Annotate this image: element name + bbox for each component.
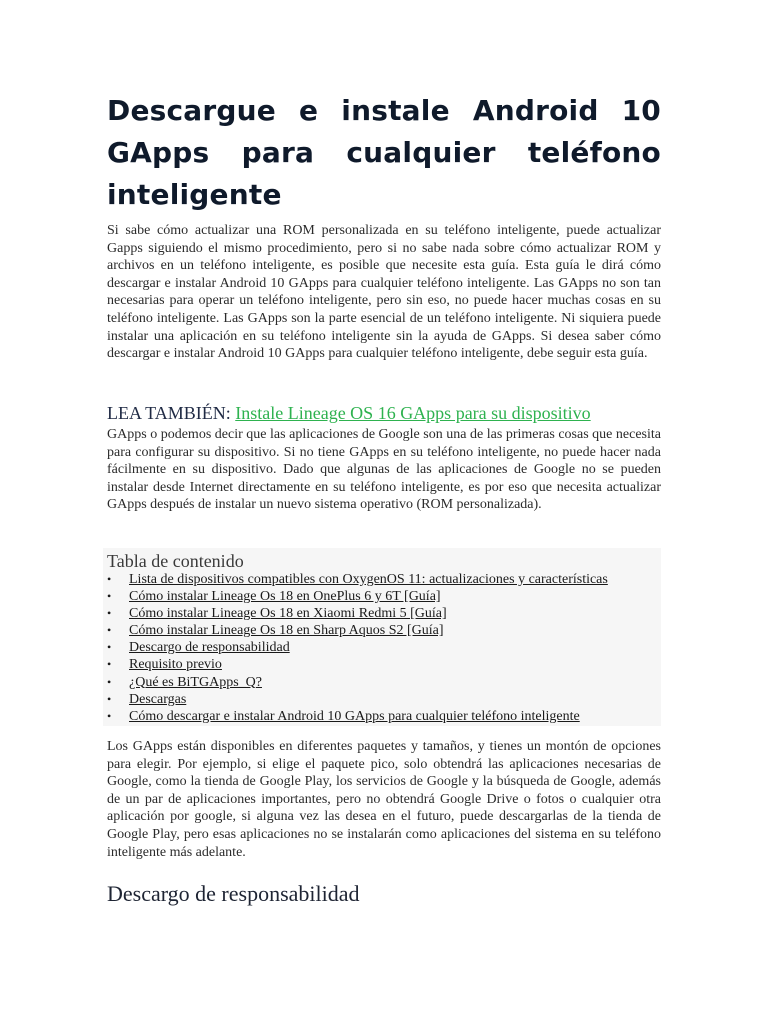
article-title: Descargue e instale Android 10 GApps para cualquier teléfono inteligente (107, 94, 661, 211)
toc-item (103, 639, 608, 656)
bullet-icon: • (107, 606, 112, 621)
toc-item (103, 605, 608, 622)
toc-link-prerequisite[interactable]: Requisito previo (129, 657, 222, 673)
section-heading: Descargo de responsabilidad (107, 881, 360, 906)
gapps-paragraph: GApps o podemos decir que las aplicaciones de Google son una de las primeras cosas que necesita para configurar su dispositivo. Si no tiene GApps en su teléfono inteligente, no puede hacer nada fácilmente en su dispositivo. Dado que algunas de las aplicaciones de Google no se pueden instalar desde Internet directamente en su teléfono inteligente, es por eso que necesita actualizar GApps después de instalar un nuevo sistema operativo (ROM personalizada). (107, 427, 661, 513)
intro-paragraph: Si sabe cómo actualizar una ROM personalizada en su teléfono inteligente, puede actualizar Gapps siguiendo el mismo procedimiento, pero si no sabe nada sobre cómo actualizar ROM y archivos en un teléfono inteligente, es posible que necesite esta guía. Esta guía le dirá cómo descargar e instalar Android 10 GApps para cualquier teléfono inteligente. Las GApps no son tan necesarias para operar un teléfono inteligente, pero sin eso, no puede hacer muchas cosas en su teléfono inteligente. Las GApps son la parte esencial de un teléfono inteligente. Ni siquiera puede instalar una aplicación en su teléfono inteligente sin la ayuda de GApps. Si desea saber cómo descargar e instalar Android 10 GApps para cualquier teléfono inteligente, debe seguir esta guía. (107, 223, 661, 362)
toc-link-oneplus[interactable]: Cómo instalar Lineage Os 18 en OnePlus 6 y 6T [Guía] (129, 589, 441, 605)
bullet-icon: • (107, 589, 112, 604)
bullet-icon: • (107, 623, 112, 638)
toc-item (103, 622, 608, 639)
also-read-label: LEA TAMBIÉN: (107, 403, 236, 423)
toc-item (103, 674, 608, 691)
bullet-icon: • (107, 708, 112, 723)
bullet-icon: • (107, 572, 112, 586)
also-read-line (107, 402, 591, 424)
also-read-link[interactable]: Instale Lineage OS 16 GApps para su dispositivo (235, 403, 591, 423)
toc-item (103, 691, 608, 708)
toc-title: Tabla de contenido (107, 551, 244, 571)
toc-item (103, 588, 608, 605)
toc-link-aquos[interactable]: Cómo instalar Lineage Os 18 en Sharp Aquos S2 [Guía] (129, 623, 444, 639)
table-of-contents (103, 548, 661, 726)
bullet-icon: • (107, 691, 112, 706)
toc-list (103, 571, 608, 725)
toc-link-downloads[interactable]: Descargas (129, 691, 187, 707)
toc-item (103, 571, 608, 588)
toc-item (103, 708, 608, 725)
toc-link-disclaimer[interactable]: Descargo de responsabilidad (129, 640, 290, 656)
toc-link-redmi[interactable]: Cómo instalar Lineage Os 18 en Xiaomi Redmi 5 [Guía] (129, 606, 447, 622)
toc-item (103, 656, 608, 673)
toc-link-oxygenos-devices[interactable]: Lista de dispositivos compatibles con OxygenOS 11: actualizaciones y características (129, 572, 608, 587)
bullet-icon: • (107, 657, 112, 672)
packages-paragraph: Los GApps están disponibles en diferentes paquetes y tamaños, y tienes un montón de opciones para elegir. Por ejemplo, si elige el paquete pico, solo obtendrá las aplicaciones necesarias de Google, como la tienda de Google Play, los servicios de Google y la búsqueda de Google, además de un par de aplicaciones importantes, pero no obtendrá Google Drive o fotos o cualquier otra aplicación por google, si alguna vez las desea en el futuro, puede descargarlas de la tienda de Google Play, pero esas aplicaciones no se instalarán como aplicaciones del sistema en su teléfono inteligente más adelante. (107, 739, 661, 860)
bullet-icon: • (107, 640, 112, 655)
toc-link-how-to-install[interactable]: Cómo descargar e instalar Android 10 GApps para cualquier teléfono inteligente (129, 708, 580, 724)
bullet-icon: • (107, 674, 112, 689)
toc-link-bitgapps[interactable]: ¿Qué es BiTGApps_Q? (129, 674, 262, 690)
